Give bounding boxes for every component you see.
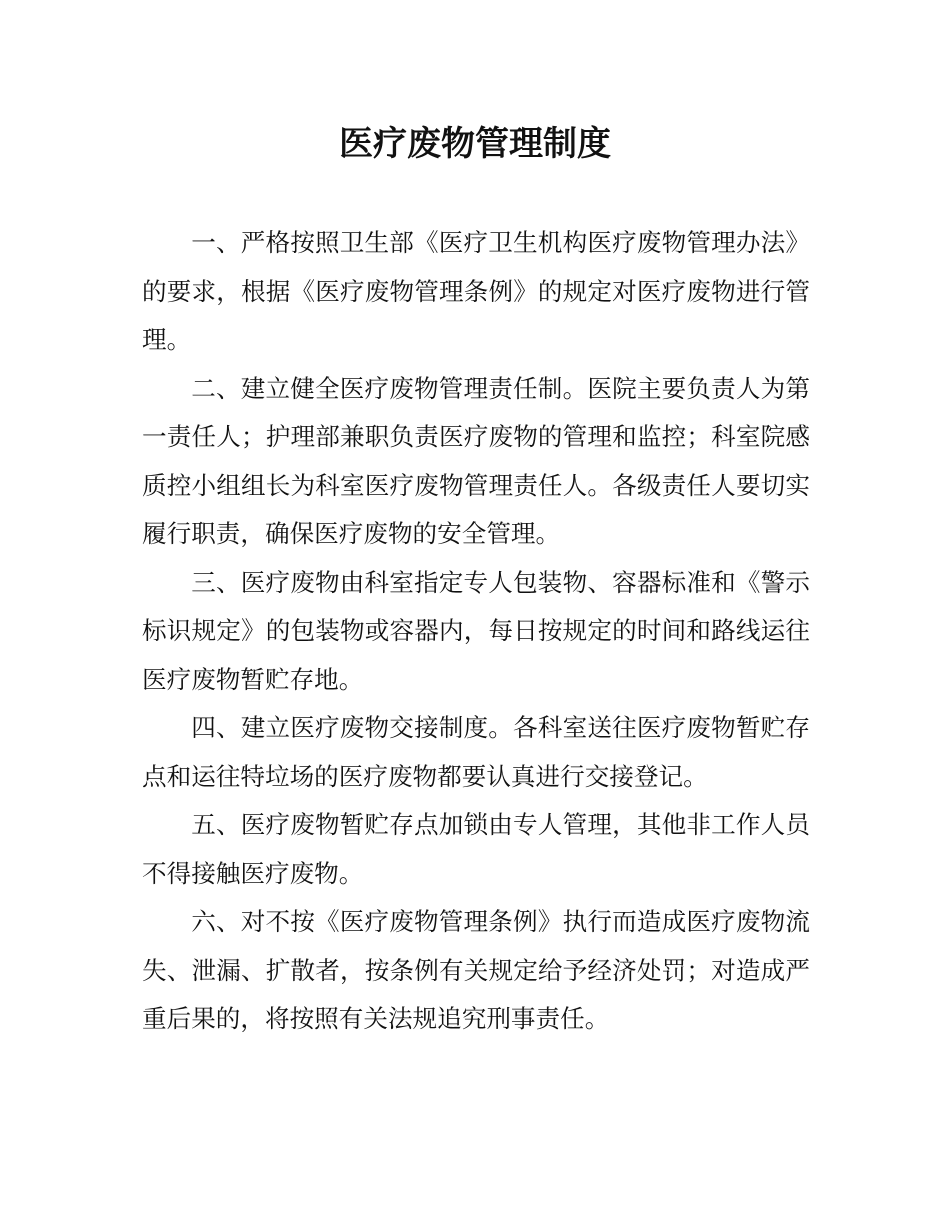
paragraph-5: 五、医疗废物暂贮存点加锁由专人管理，其他非工作人员不得接触医疗废物。 — [142, 810, 810, 888]
paragraph-4: 四、建立医疗废物交接制度。各科室送往医疗废物暂贮存点和运往特垃场的医疗废物都要认真进行交接登记。 — [142, 713, 810, 791]
paragraph-6: 六、对不按《医疗废物管理条例》执行而造成医疗废物流失、泄漏、扩散者，按条例有关规定给予经济处罚；对造成严重后果的，将按照有关法规追究刑事责任。 — [142, 907, 810, 1033]
document-title: 医疗废物管理制度 — [339, 124, 611, 164]
paragraph-1: 一、严格按照卫生部《医疗卫生机构医疗废物管理办法》的要求，根据《医疗废物管理条例》的规定对医疗废物进行管理。 — [142, 228, 810, 354]
paragraph-3: 三、医疗废物由科室指定专人包装物、容器标准和《警示标识规定》的包装物或容器内，每日按规定的时间和路线运往医疗废物暂贮存地。 — [142, 567, 810, 694]
paragraph-2: 二、建立健全医疗废物管理责任制。医院主要负责人为第一责任人；护理部兼职负责医疗废物的管理和监控；科室院感质控小组组长为科室医疗废物管理责任人。各级责任人要切实履行职责，确保医疗废物的安全管理。 — [142, 373, 810, 548]
document-body — [142, 219, 810, 1044]
